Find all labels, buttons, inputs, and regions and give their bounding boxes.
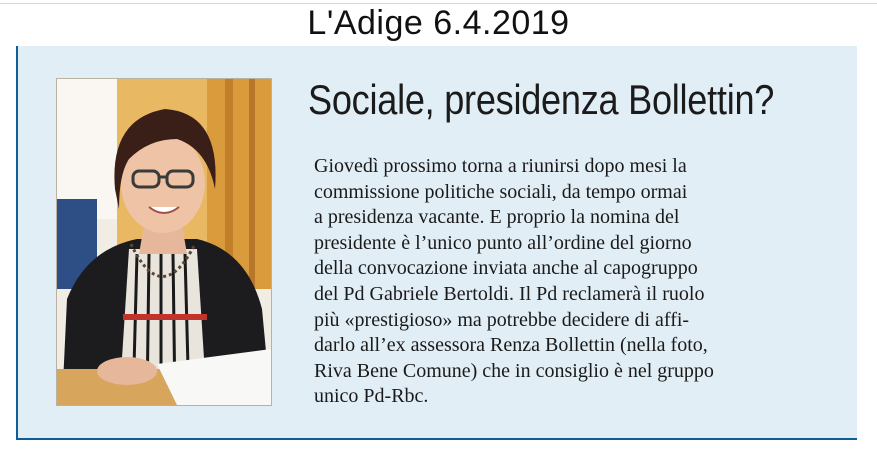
body-line: unico Pd-Rbc. — [314, 385, 429, 408]
body-line: commissione politiche sociali, da tempo ormai — [314, 180, 688, 203]
article-headline: Sociale, presidenza Bollettin? — [308, 76, 775, 123]
body-line: della convocazione inviata anche al capogruppo — [314, 257, 698, 280]
body-line: Riva Bene Comune) che in consiglio è nel gruppo — [314, 359, 714, 382]
article-photo — [56, 78, 272, 406]
article-body — [314, 154, 834, 410]
body-line: Giovedì prossimo torna a riunirsi dopo mesi la — [314, 155, 687, 177]
portrait-image — [57, 79, 271, 405]
article-clipping — [16, 46, 857, 438]
body-line: del Pd Gabriele Bertoldi. Il Pd reclamerà il ruolo — [314, 282, 705, 305]
body-line: più «prestigioso» ma potrebbe decidere di affi- — [314, 308, 690, 331]
body-line: darlo all’ex assessora Renza Bollettin (nella foto, — [314, 334, 708, 357]
body-line: presidente è l’unico punto all’ordine del giorno — [314, 231, 692, 254]
body-line: a presidenza vacante. E proprio la nomina del — [314, 206, 680, 229]
bottom-rule — [16, 438, 857, 440]
newspaper-source-date: L'Adige 6.4.2019 — [307, 4, 570, 42]
